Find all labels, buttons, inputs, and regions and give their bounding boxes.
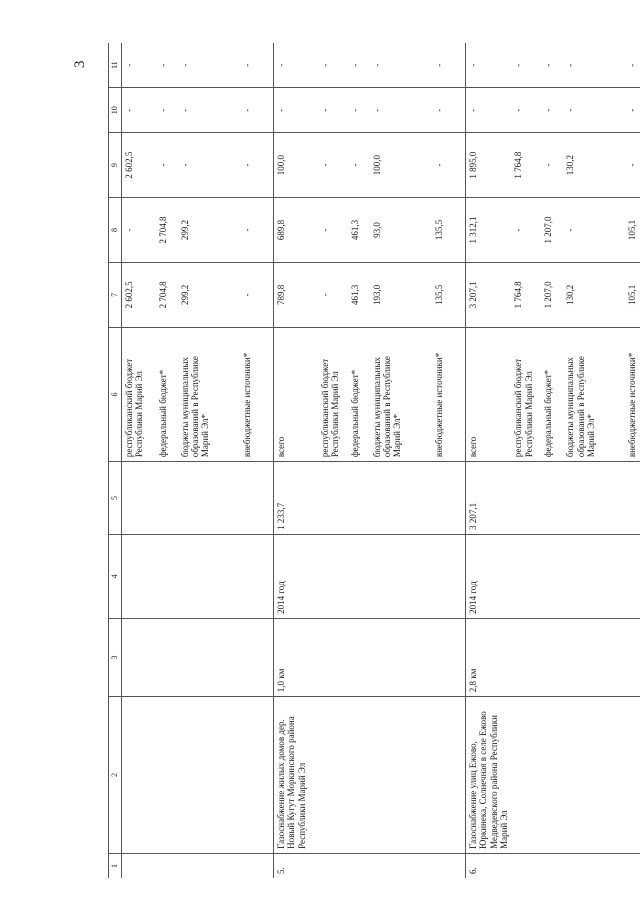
- cell-col-11: -: [433, 63, 444, 67]
- cell-col-9: 2 602,5: [122, 133, 156, 198]
- cell-col-8: 135,5: [432, 198, 466, 263]
- column-header-11: 11: [109, 43, 122, 88]
- cell-col-8: -: [511, 198, 541, 263]
- cell-col-4: [240, 534, 274, 618]
- cell-col-9: -: [178, 133, 240, 198]
- cell-col-6: всего: [274, 327, 318, 461]
- cell-col-8: 2 704,8: [156, 198, 178, 263]
- cell-col-7: 299,2: [178, 262, 240, 327]
- cell-col-11: -: [565, 63, 576, 67]
- cell-col-2: [432, 697, 466, 854]
- cell-col-3: [122, 618, 156, 696]
- column-header-10: 10: [109, 88, 122, 133]
- cell-col-9: -: [240, 133, 274, 198]
- column-header-9: 9: [109, 133, 122, 198]
- table-row: [432, 43, 466, 878]
- cell-col-6: федеральный бюджет*: [156, 327, 178, 461]
- cell-col-6: республиканский бюджет Республики Марий Эл: [122, 327, 156, 461]
- cell-col-10: -: [563, 88, 625, 133]
- table-row: [274, 43, 318, 878]
- cell-col-3: 1,0 км: [274, 618, 318, 696]
- cell-col-11: -: [371, 63, 382, 67]
- table-row: [370, 43, 432, 878]
- cell-col-5: [563, 462, 625, 535]
- cell-col-8: 93,0: [370, 198, 432, 263]
- cell-col-5: 3 207,1: [466, 462, 512, 535]
- cell-col-8: -: [240, 198, 274, 263]
- cell-col-2: Газоснабжение улиц Ежово, Юркинека, Солнечная в селе Ежово Медведевского района Республики Марий Эл: [466, 697, 512, 854]
- cell-col-7: 1 764,8: [511, 262, 541, 327]
- cell-col-3: [348, 618, 370, 696]
- cell-col-5: [348, 462, 370, 535]
- cell-col-2: [541, 697, 563, 854]
- cell-col-4: [122, 534, 156, 618]
- cell-col-1: [432, 853, 466, 878]
- cell-col-9: 1 764,8: [511, 133, 541, 198]
- cell-col-4: [348, 534, 370, 618]
- table-row: [511, 43, 541, 878]
- cell-col-6: бюджеты муниципальных образований в Республике Марий Эл*: [563, 327, 625, 461]
- cell-col-7: -: [240, 262, 274, 327]
- cell-col-1: 6.: [466, 853, 512, 878]
- cell-col-11: -: [124, 63, 134, 67]
- cell-col-9: -: [156, 133, 178, 198]
- cell-col-10: -: [240, 88, 274, 133]
- column-header-7: 7: [109, 262, 122, 327]
- cell-col-6: внебюджетные источники*: [432, 327, 466, 461]
- cell-col-4: [563, 534, 625, 618]
- cell-col-1: [348, 853, 370, 878]
- cell-col-3: [240, 618, 274, 696]
- cell-col-10: -: [370, 88, 432, 133]
- cell-col-7: 1 207,0: [541, 262, 563, 327]
- cell-col-9: 1 895,0: [466, 133, 512, 198]
- cell-col-8: -: [563, 198, 625, 263]
- cell-col-5: 1 233,7: [274, 462, 318, 535]
- column-header-5: 5: [109, 462, 122, 535]
- table-row: [156, 43, 178, 878]
- cell-col-8: 1 207,0: [541, 198, 563, 263]
- cell-col-8: 689,8: [274, 198, 318, 263]
- cell-col-3: [318, 618, 348, 696]
- cell-col-6: федеральный бюджет*: [541, 327, 563, 461]
- cell-col-1: 5.: [274, 853, 318, 878]
- cell-col-1: [625, 853, 640, 878]
- column-header-3: 3: [109, 618, 122, 696]
- cell-col-3: [511, 618, 541, 696]
- cell-col-11: -: [466, 43, 512, 88]
- cell-col-1: [541, 853, 563, 878]
- cell-col-4: 2014 год: [466, 534, 512, 618]
- cell-col-1: [178, 853, 240, 878]
- cell-col-2: [348, 697, 370, 854]
- cell-col-4: [370, 534, 432, 618]
- cell-col-10: -: [274, 88, 318, 133]
- cell-col-5: [511, 462, 541, 535]
- cell-col-7: 130,2: [563, 262, 625, 327]
- cell-col-5: [318, 462, 348, 535]
- cell-col-7: 789,8: [274, 262, 318, 327]
- cell-col-7: -: [318, 262, 348, 327]
- table-row: [318, 43, 348, 878]
- cell-col-6: республиканский бюджет Республики Марий Эл: [511, 327, 541, 461]
- cell-col-10: -: [156, 88, 178, 133]
- cell-col-3: [563, 618, 625, 696]
- cell-col-11: -: [157, 63, 168, 67]
- cell-col-3: 2,8 км: [466, 618, 512, 696]
- cell-col-9: -: [625, 133, 640, 198]
- cell-col-6: республиканский бюджет Республики Марий Эл: [318, 327, 348, 461]
- cell-col-1: [370, 853, 432, 878]
- cell-col-5: [370, 462, 432, 535]
- cell-col-10: -: [511, 88, 541, 133]
- cell-col-1: [122, 853, 156, 878]
- cell-col-9: -: [541, 133, 563, 198]
- header-row: [109, 43, 122, 878]
- table-row: [348, 43, 370, 878]
- rotated-table-container: [108, 43, 638, 878]
- cell-col-1: [318, 853, 348, 878]
- cell-col-10: -: [122, 88, 156, 133]
- cell-col-2: [625, 697, 640, 854]
- cell-col-2: [511, 697, 541, 854]
- cell-col-10: -: [318, 88, 348, 133]
- cell-col-8: -: [122, 198, 156, 263]
- column-header-8: 8: [109, 198, 122, 263]
- table-row: [466, 43, 512, 878]
- cell-col-9: 100,0: [274, 133, 318, 198]
- cell-col-9: 100,0: [370, 133, 432, 198]
- cell-col-9: -: [348, 133, 370, 198]
- cell-col-3: [178, 618, 240, 696]
- cell-col-5: [432, 462, 466, 535]
- cell-col-5: [541, 462, 563, 535]
- cell-col-4: 2014 год: [274, 534, 318, 618]
- cell-col-4: [432, 534, 466, 618]
- cell-col-4: [625, 534, 640, 618]
- cell-col-7: 2 704,8: [156, 262, 178, 327]
- column-header-2: 2: [109, 697, 122, 854]
- cell-col-10: -: [541, 88, 563, 133]
- cell-col-3: [432, 618, 466, 696]
- cell-col-7: 135,5: [432, 262, 466, 327]
- cell-col-6: внебюджетные источники*: [240, 327, 274, 461]
- table-row: [563, 43, 625, 878]
- cell-col-10: -: [466, 88, 512, 133]
- cell-col-9: -: [318, 133, 348, 198]
- cell-col-11: -: [627, 63, 638, 67]
- cell-col-5: [625, 462, 640, 535]
- table-row: [625, 43, 640, 878]
- cell-col-3: [541, 618, 563, 696]
- cell-col-8: 299,2: [178, 198, 240, 263]
- cell-col-7: 2 602,5: [122, 262, 156, 327]
- cell-col-6: бюджеты муниципальных образований в Республике Марий Эл*: [178, 327, 240, 461]
- cell-col-1: [240, 853, 274, 878]
- cell-col-6: всего: [466, 327, 512, 461]
- cell-col-7: 193,0: [370, 262, 432, 327]
- cell-col-4: [541, 534, 563, 618]
- cell-col-5: [178, 462, 240, 535]
- cell-col-10: -: [432, 88, 466, 133]
- cell-col-5: [122, 462, 156, 535]
- cell-col-11: -: [319, 63, 330, 67]
- cell-col-10: -: [625, 88, 640, 133]
- cell-col-5: [156, 462, 178, 535]
- cell-col-10: -: [348, 88, 370, 133]
- cell-col-2: [122, 697, 156, 854]
- cell-col-11: -: [349, 63, 360, 67]
- table-row: [240, 43, 274, 878]
- cell-col-8: 1 312,1: [466, 198, 512, 263]
- cell-col-6: федеральный бюджет*: [348, 327, 370, 461]
- cell-col-2: [240, 697, 274, 854]
- cell-col-1: [156, 853, 178, 878]
- cell-col-4: [156, 534, 178, 618]
- cell-col-10: -: [178, 88, 240, 133]
- page-number: 3: [72, 60, 88, 68]
- cell-col-7: 3 207,1: [466, 262, 512, 327]
- cell-col-2: [318, 697, 348, 854]
- cell-col-1: [563, 853, 625, 878]
- cell-col-3: [370, 618, 432, 696]
- cell-col-7: 461,3: [348, 262, 370, 327]
- cell-col-3: [625, 618, 640, 696]
- financing-table: [108, 43, 640, 878]
- table-body: [122, 43, 640, 878]
- cell-col-9: -: [432, 133, 466, 198]
- cell-col-2: [178, 697, 240, 854]
- table-row: [178, 43, 240, 878]
- cell-col-2: Газоснабжение жилых домов дер. Новый Кугут Моркинского района Республики Марий Эл: [274, 697, 318, 854]
- cell-col-8: -: [318, 198, 348, 263]
- cell-col-9: 130,2: [563, 133, 625, 198]
- cell-col-8: 105,1: [625, 198, 640, 263]
- column-header-1: 1: [109, 853, 122, 878]
- cell-col-6: бюджеты муниципальных образований в Республике Марий Эл*: [370, 327, 432, 461]
- cell-col-11: -: [179, 63, 190, 67]
- cell-col-2: [370, 697, 432, 854]
- cell-col-4: [178, 534, 240, 618]
- cell-col-3: [156, 618, 178, 696]
- table-row: [541, 43, 563, 878]
- cell-col-6: внебюджетные источники*: [625, 327, 640, 461]
- cell-col-2: [563, 697, 625, 854]
- cell-col-1: [511, 853, 541, 878]
- column-header-6: 6: [109, 327, 122, 461]
- cell-col-5: [240, 462, 274, 535]
- table-row: [122, 43, 156, 878]
- cell-col-4: [318, 534, 348, 618]
- column-header-4: 4: [109, 534, 122, 618]
- cell-col-7: 105,1: [625, 262, 640, 327]
- cell-col-11: -: [543, 63, 554, 67]
- cell-col-11: -: [274, 43, 318, 88]
- cell-col-11: -: [513, 63, 524, 67]
- cell-col-11: -: [241, 63, 252, 67]
- cell-col-8: 461,3: [348, 198, 370, 263]
- cell-col-2: [156, 697, 178, 854]
- cell-col-4: [511, 534, 541, 618]
